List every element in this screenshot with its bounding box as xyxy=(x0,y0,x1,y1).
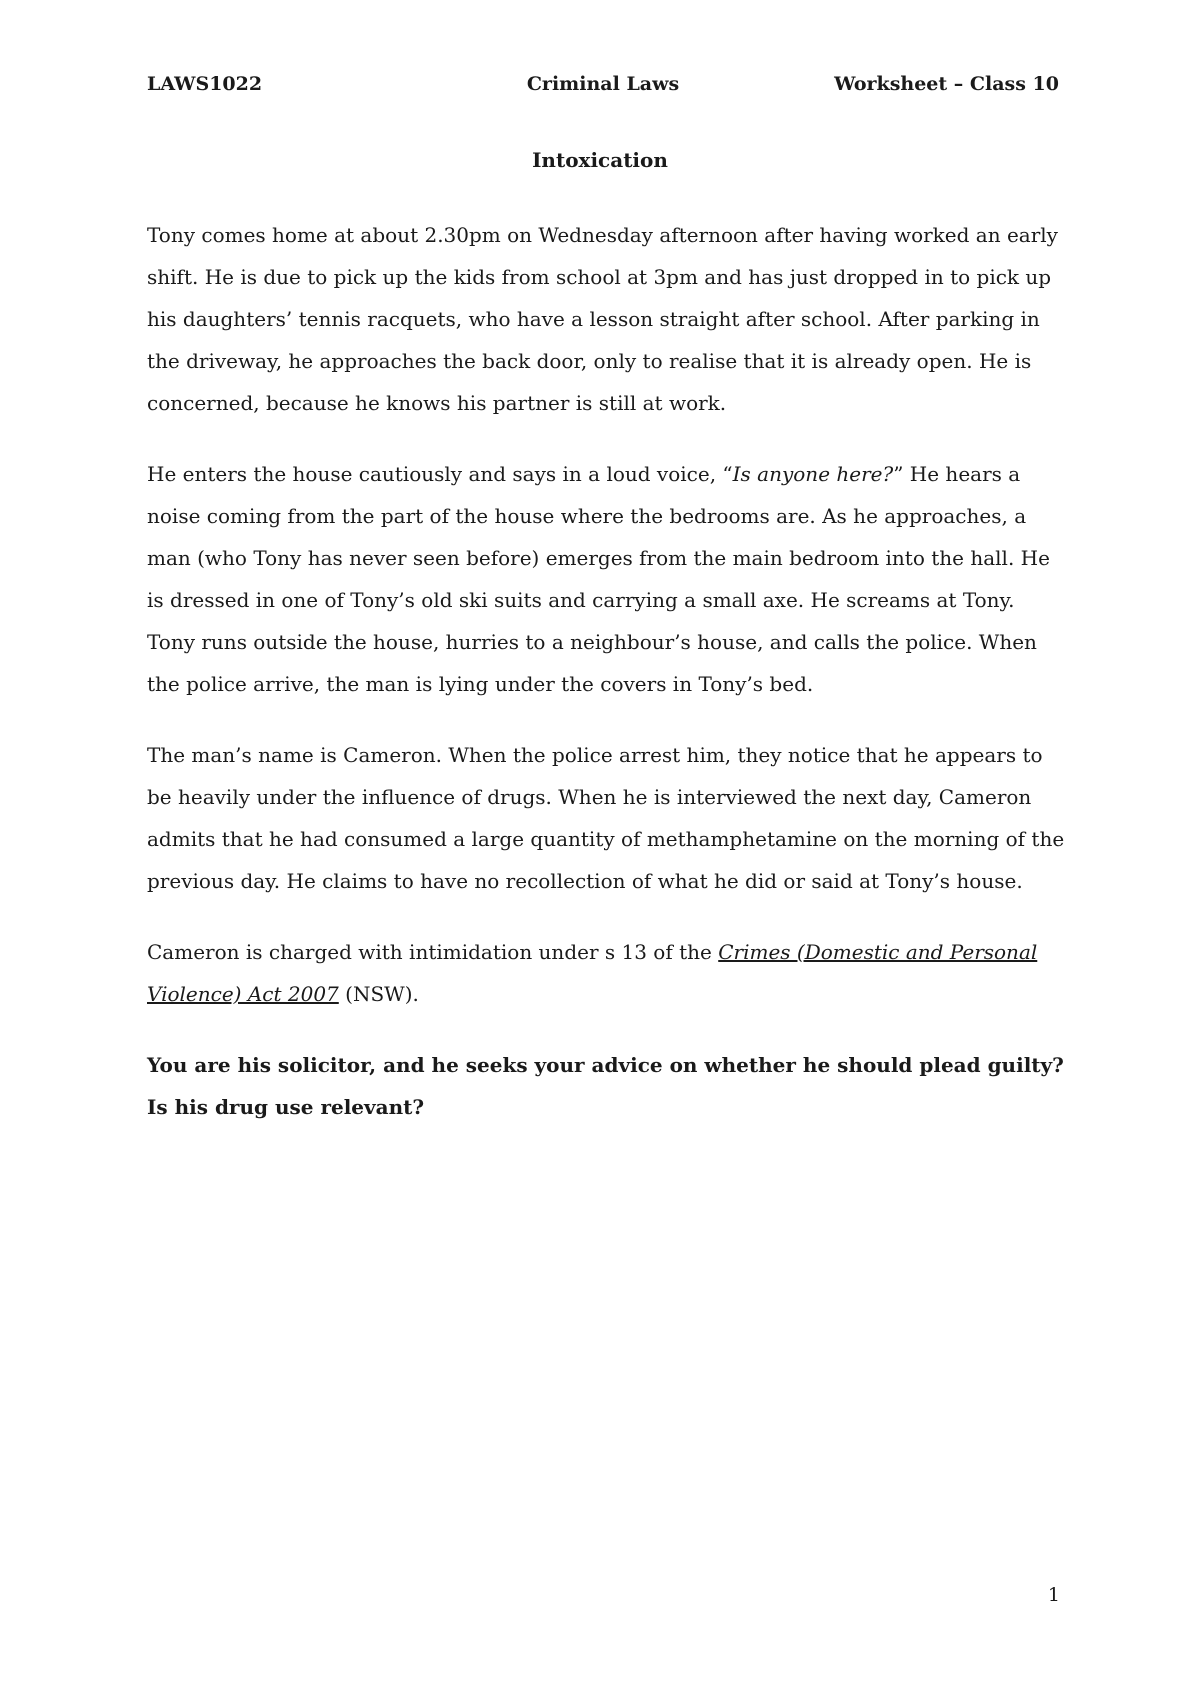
paragraph-3: The man’s name is Cameron. When the police arrest him, they notice that he appears to be heavily under the influence of drugs. When he is interviewed the next day, Cameron admits that he had consumed a large quantity of methamphetamine on the morning of the previous day. He claims to have no recollection of what he did or said at Tony’s house. xyxy=(147,743,1065,893)
page-header xyxy=(147,73,1059,99)
paragraph-1: Tony comes home at about 2.30pm on Wednesday afternoon after having worked an early shift. He is due to pick up the kids from school at 3pm and has just dropped in to pick up his daughters’ tennis racquets, who have a lesson straight after school. After parking in the driveway, he approaches the back door, only to realise that it is already open. He is concerned, because he knows his partner is still at work. xyxy=(147,223,1058,415)
paragraph-2-intro: He enters the house cautiously and says in a loud voice, “ xyxy=(147,462,733,486)
page-number: 1 xyxy=(1047,1584,1060,1606)
document-body xyxy=(147,214,1067,1157)
document-title: Intoxication xyxy=(532,148,668,172)
course-code: LAWS1022 xyxy=(147,73,263,95)
act-title-link[interactable]: Crimes (Domestic and Personal Violence) Act 2007 xyxy=(147,940,1038,1006)
paragraph-2-rest: ” He hears a noise coming from the part of the house where the bedrooms are. As he approaches, a man (who Tony has never seen before) emerges from the main bedroom into the hall. He is dressed in one of Tony’s old ski suits and carrying a small axe. He screams at Tony. Tony runs outside the house, hurries to a neighbour’s house, and calls the police. When the police arrive, the man is lying under the covers in Tony’s bed. xyxy=(147,462,1050,696)
worksheet-label: Worksheet – Class 10 xyxy=(834,73,1059,95)
paragraph-4-rest: (NSW). xyxy=(338,982,419,1006)
course-name: Criminal Laws xyxy=(526,73,680,95)
paragraph-2 xyxy=(147,453,1067,705)
paragraph-4 xyxy=(147,931,1067,1015)
question-paragraph: You are his solicitor, and he seeks your advice on whether he should plead guilty? Is his drug use relevant? xyxy=(147,1053,1064,1119)
quoted-question: Is anyone here? xyxy=(732,462,894,486)
paragraph-4-intro: Cameron is charged with intimidation under s 13 of the xyxy=(147,940,719,964)
